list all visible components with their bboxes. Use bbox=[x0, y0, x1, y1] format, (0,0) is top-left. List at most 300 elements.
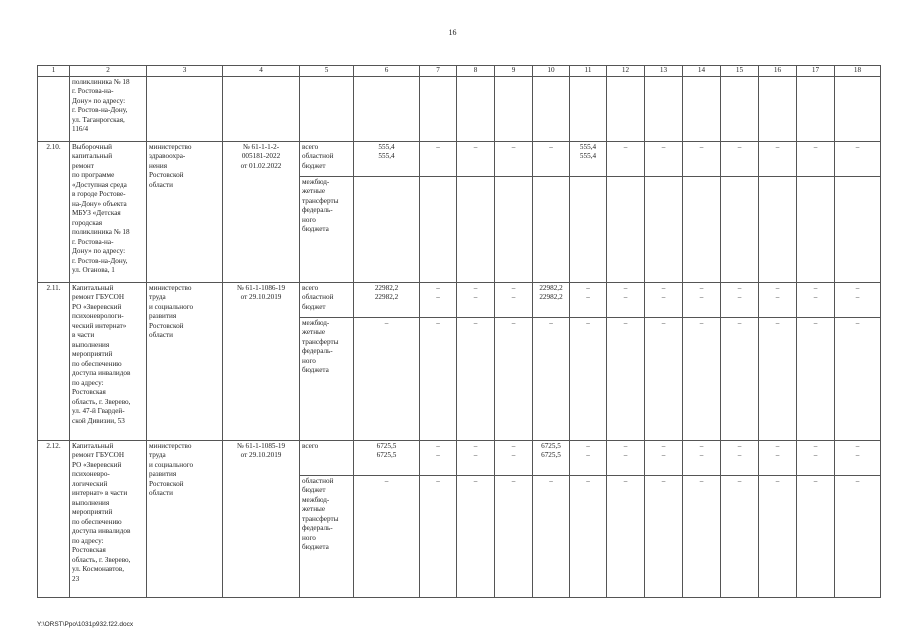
amount-value: – bbox=[586, 283, 590, 292]
table-cell bbox=[721, 76, 759, 141]
amount-cell bbox=[645, 176, 683, 282]
amount-cell bbox=[420, 176, 457, 282]
description-line: Ростовская bbox=[72, 388, 106, 396]
amount-cell bbox=[457, 141, 495, 176]
amount-value: – bbox=[586, 451, 590, 459]
document-number bbox=[223, 282, 300, 440]
amount-value: – bbox=[511, 441, 516, 450]
amount-value: – bbox=[699, 293, 704, 301]
amount-cell bbox=[683, 440, 721, 475]
amount-value: – bbox=[511, 283, 516, 292]
budget-line: ного bbox=[302, 356, 316, 365]
budget-line: межбюд- bbox=[302, 495, 330, 504]
description-line: 116/4 bbox=[72, 125, 89, 133]
amount-cell bbox=[457, 282, 495, 317]
amount-value bbox=[609, 152, 642, 162]
amount-cell bbox=[797, 475, 835, 597]
amount-value: – bbox=[436, 293, 440, 301]
amount-cell bbox=[835, 317, 881, 440]
amount-value: 6725,5 bbox=[376, 451, 397, 459]
ministry-line: развития bbox=[149, 312, 177, 320]
amount-value: – bbox=[775, 441, 780, 450]
table-cell bbox=[147, 76, 223, 141]
amount-cell bbox=[607, 176, 645, 282]
amount-value bbox=[535, 152, 567, 162]
amount-value: – bbox=[813, 142, 818, 151]
document-line: № 61-1-1085-19 bbox=[236, 441, 286, 450]
amount-value: – bbox=[623, 441, 628, 450]
amount-cell bbox=[570, 282, 607, 317]
amount-value: – bbox=[473, 142, 478, 151]
description-line: по программе bbox=[72, 171, 115, 179]
amount-value: – bbox=[661, 293, 666, 301]
budget-line: областной bbox=[302, 476, 334, 485]
amount-value: 6725,5 bbox=[541, 441, 561, 450]
amount-value: 22982,2 bbox=[374, 293, 399, 301]
description-line: Капитальный bbox=[72, 283, 114, 292]
amount-cell bbox=[683, 475, 721, 597]
amount-value: 6725,5 bbox=[541, 451, 561, 459]
table-cell bbox=[570, 76, 607, 141]
amount-value: 555,4 bbox=[579, 152, 597, 160]
amount-cell bbox=[570, 475, 607, 597]
column-number: 5 bbox=[300, 66, 354, 77]
amount-cell bbox=[797, 282, 835, 317]
description-line: по адресу: bbox=[72, 378, 104, 387]
budget-line: всего bbox=[302, 283, 319, 292]
amount-value: – bbox=[661, 476, 666, 485]
table-cell bbox=[835, 76, 881, 141]
document-line: № 61-1-1-2- bbox=[242, 142, 280, 151]
column-number: 10 bbox=[533, 66, 570, 77]
ministry-line: министерство bbox=[149, 441, 192, 450]
amount-value: – bbox=[775, 318, 780, 327]
amount-value bbox=[685, 152, 718, 162]
amount-value: – bbox=[737, 293, 742, 301]
amount-cell bbox=[721, 440, 759, 475]
amount-cell bbox=[533, 141, 570, 176]
budget-line: бюджет bbox=[302, 302, 326, 311]
document-number bbox=[223, 141, 300, 282]
amount-cell bbox=[645, 141, 683, 176]
amount-value: – bbox=[855, 476, 860, 485]
budget-line: межбюд- bbox=[302, 318, 330, 327]
amount-cell bbox=[645, 282, 683, 317]
amount-value: – bbox=[623, 451, 628, 459]
budget-line: межбюд- bbox=[302, 177, 330, 186]
amount-cell bbox=[354, 440, 420, 475]
description-line: МБУЗ «Детская bbox=[72, 209, 121, 217]
description-line: мероприятий bbox=[72, 350, 113, 358]
table-cell bbox=[420, 76, 457, 141]
description-line: «Доступная среда bbox=[72, 180, 127, 189]
amount-value: – bbox=[855, 441, 860, 450]
table-cell bbox=[645, 76, 683, 141]
object-description bbox=[70, 440, 147, 597]
amount-value: 22982,2 bbox=[539, 283, 563, 292]
amount-value bbox=[723, 152, 756, 162]
description-line: г. Ростова-на- bbox=[72, 237, 114, 246]
budget-line: федераль- bbox=[302, 524, 333, 532]
amount-value: – bbox=[737, 142, 742, 151]
amount-cell bbox=[495, 141, 533, 176]
amount-value: – bbox=[436, 476, 440, 485]
column-number: 3 bbox=[147, 66, 223, 77]
description-line: область, г. Зверево, bbox=[72, 555, 131, 564]
description-line: интернат» в части bbox=[72, 489, 128, 497]
amount-value bbox=[459, 152, 492, 162]
ministry-line: труда bbox=[149, 451, 166, 459]
description-line: капитальный bbox=[72, 152, 113, 160]
amount-cell bbox=[533, 282, 570, 317]
row-number: 2.12. bbox=[38, 440, 70, 597]
table-cell bbox=[354, 76, 420, 141]
description-line: психоневро- bbox=[72, 470, 110, 478]
amount-cell bbox=[420, 317, 457, 440]
description-line: по обеспечению bbox=[72, 517, 122, 526]
amount-cell bbox=[420, 475, 457, 597]
amount-cell bbox=[835, 141, 881, 176]
amount-cell bbox=[607, 282, 645, 317]
document-line: от 29.10.2019 bbox=[240, 293, 282, 301]
amount-value: – bbox=[661, 451, 666, 459]
table-cell bbox=[457, 76, 495, 141]
column-number: 14 bbox=[683, 66, 721, 77]
column-number: 16 bbox=[759, 66, 797, 77]
amount-cell bbox=[683, 317, 721, 440]
amount-value: – bbox=[549, 476, 553, 485]
amount-cell bbox=[607, 440, 645, 475]
budget-source-bottom bbox=[300, 317, 354, 440]
budget-line: трансферты bbox=[302, 514, 339, 523]
budget-line: всего bbox=[302, 142, 319, 151]
ministry-line: Ростовской bbox=[149, 479, 184, 488]
ministry-line: нения bbox=[149, 161, 168, 170]
amount-value: – bbox=[473, 476, 478, 485]
document-number bbox=[223, 440, 300, 597]
ministry-line: развития bbox=[149, 470, 177, 478]
amount-cell bbox=[420, 282, 457, 317]
object-description bbox=[70, 282, 147, 440]
ministry-line: области bbox=[149, 489, 174, 497]
description-line: г. Ростов-на-Дону, bbox=[72, 106, 128, 114]
amount-cell bbox=[835, 440, 881, 475]
amount-cell bbox=[533, 317, 570, 440]
description-line: поликлиника № 18 bbox=[72, 228, 130, 236]
description-line: психоневрологи- bbox=[72, 312, 124, 320]
column-number: 18 bbox=[835, 66, 881, 77]
description-line: выполнения bbox=[72, 498, 110, 507]
description-line: по адресу: bbox=[72, 536, 104, 545]
amount-value: – bbox=[473, 451, 478, 459]
amount-value: – bbox=[699, 476, 704, 485]
description-line: ул. Оганова, 1 bbox=[72, 266, 115, 274]
amount-value: – bbox=[511, 476, 516, 485]
description-line: ул. Космонавтов, bbox=[72, 565, 125, 573]
budget-source-top bbox=[300, 440, 354, 475]
description-line: Дону» по адресу: bbox=[72, 96, 126, 105]
description-line: доступа инвалидов bbox=[72, 527, 131, 535]
amount-value: 555,4 bbox=[378, 142, 395, 151]
table-cell bbox=[683, 76, 721, 141]
responsible-ministry bbox=[147, 440, 223, 597]
description-line: РО «Зверевский bbox=[72, 302, 122, 311]
amount-value: 22982,2 bbox=[539, 293, 563, 301]
ministry-line: и социального bbox=[149, 302, 194, 311]
header-row bbox=[38, 66, 881, 77]
ministry-line: министерство bbox=[149, 283, 192, 292]
budget-line: бюджета bbox=[302, 225, 329, 233]
amount-value: – bbox=[699, 451, 704, 459]
budget-line: трансферты bbox=[302, 337, 339, 346]
amount-cell bbox=[721, 141, 759, 176]
row-number: 2.10. bbox=[38, 141, 70, 282]
amount-value: – bbox=[661, 318, 666, 327]
amount-value: – bbox=[661, 283, 666, 292]
table-cell bbox=[70, 76, 147, 141]
table-cell bbox=[223, 76, 300, 141]
description-line: область, г. Зверево, bbox=[72, 397, 131, 406]
budget-line: областной bbox=[302, 152, 334, 160]
amount-cell bbox=[721, 176, 759, 282]
amount-cell bbox=[420, 141, 457, 176]
amount-cell bbox=[759, 282, 797, 317]
amount-value: – bbox=[813, 318, 818, 327]
amount-value: – bbox=[737, 441, 742, 450]
amount-cell bbox=[354, 176, 420, 282]
ministry-line: и социального bbox=[149, 460, 194, 469]
amount-value: – bbox=[384, 476, 389, 485]
amount-cell bbox=[495, 317, 533, 440]
budget-line: федераль- bbox=[302, 347, 333, 355]
description-line: Ростовская bbox=[72, 546, 106, 554]
amount-value: – bbox=[473, 318, 478, 327]
amount-value: – bbox=[549, 318, 553, 327]
amount-cell bbox=[457, 176, 495, 282]
amount-value: – bbox=[436, 142, 440, 151]
amount-cell bbox=[683, 176, 721, 282]
table-cell bbox=[759, 76, 797, 141]
column-number: 6 bbox=[354, 66, 420, 77]
column-number: 13 bbox=[645, 66, 683, 77]
table-cell bbox=[797, 76, 835, 141]
column-number: 15 bbox=[721, 66, 759, 77]
amount-value: – bbox=[661, 441, 666, 450]
amount-value: – bbox=[473, 441, 478, 450]
amount-value bbox=[799, 152, 832, 162]
amount-value: – bbox=[699, 283, 704, 292]
budget-line: жетные bbox=[302, 328, 326, 336]
amount-value bbox=[497, 152, 530, 162]
amount-value: – bbox=[549, 142, 553, 151]
budget-source-bottom bbox=[300, 176, 354, 282]
description-line: в части bbox=[72, 331, 95, 339]
description-line: поликлиника № 18 bbox=[72, 77, 130, 86]
amount-cell bbox=[759, 141, 797, 176]
amount-value: – bbox=[855, 451, 860, 459]
amount-value: – bbox=[699, 441, 704, 450]
budget-source-top bbox=[300, 141, 354, 176]
amount-value: – bbox=[586, 476, 590, 485]
table-row bbox=[38, 440, 881, 475]
column-number: 1 bbox=[38, 66, 70, 77]
amount-value: – bbox=[661, 142, 666, 151]
budget-line: всего bbox=[302, 441, 319, 450]
table-cell bbox=[300, 76, 354, 141]
description-line: Выборочный bbox=[72, 142, 113, 151]
document-line: № 61-1-1086-19 bbox=[236, 283, 286, 292]
description-line: ческий интернат» bbox=[72, 321, 127, 330]
amount-cell bbox=[759, 176, 797, 282]
document-line: 005181-2022 bbox=[241, 152, 281, 160]
budget-line: бюджета bbox=[302, 543, 329, 551]
amount-value: – bbox=[737, 451, 742, 459]
row-number: 2.11. bbox=[38, 282, 70, 440]
amount-cell bbox=[645, 317, 683, 440]
budget-line: жетные bbox=[302, 187, 326, 195]
amount-cell bbox=[457, 475, 495, 597]
amount-cell bbox=[570, 440, 607, 475]
amount-cell bbox=[835, 176, 881, 282]
amount-value: – bbox=[473, 283, 478, 292]
file-path: Y:\ORST\Ppo\1031p932.f22.docx bbox=[37, 621, 134, 628]
budget-source-bottom bbox=[300, 475, 354, 597]
amount-value: – bbox=[855, 283, 860, 292]
description-line: мероприятий bbox=[72, 508, 113, 516]
amount-value: – bbox=[511, 142, 516, 151]
amount-cell bbox=[759, 317, 797, 440]
amount-cell bbox=[797, 176, 835, 282]
ministry-line: здравоохра- bbox=[149, 152, 186, 160]
table-row bbox=[38, 141, 881, 176]
amount-value: – bbox=[623, 142, 628, 151]
amount-value bbox=[761, 152, 794, 162]
budget-line: бюджета bbox=[302, 366, 329, 374]
column-number: 17 bbox=[797, 66, 835, 77]
object-description bbox=[70, 141, 147, 282]
amount-value: – bbox=[436, 451, 440, 459]
description-line: ремонт ГБУСОН bbox=[72, 293, 125, 301]
amount-value: – bbox=[511, 318, 516, 327]
amount-cell bbox=[570, 141, 607, 176]
description-line: ремонт bbox=[72, 161, 94, 170]
amount-value: – bbox=[855, 318, 860, 327]
amount-value: – bbox=[699, 142, 704, 151]
amount-cell bbox=[457, 440, 495, 475]
amount-cell bbox=[645, 475, 683, 597]
amount-value: – bbox=[586, 318, 590, 327]
table-cell bbox=[533, 76, 570, 141]
budget-line: трансферты bbox=[302, 196, 339, 205]
amount-cell bbox=[495, 440, 533, 475]
amount-cell bbox=[495, 282, 533, 317]
amount-cell bbox=[797, 317, 835, 440]
amount-value: 555,4 bbox=[378, 152, 395, 160]
table-row bbox=[38, 282, 881, 317]
amount-cell bbox=[721, 317, 759, 440]
ministry-line: труда bbox=[149, 293, 166, 301]
document-line: от 01.02.2022 bbox=[240, 161, 282, 170]
description-line: в городе Ростове- bbox=[72, 190, 126, 198]
responsible-ministry bbox=[147, 141, 223, 282]
amount-cell bbox=[797, 440, 835, 475]
amount-value: – bbox=[586, 293, 590, 301]
amount-value: – bbox=[623, 318, 628, 327]
amount-value bbox=[422, 152, 454, 162]
description-line: РО «Зверевский bbox=[72, 460, 122, 469]
amount-cell bbox=[570, 176, 607, 282]
amount-value: – bbox=[473, 293, 478, 301]
ministry-line: Ростовской bbox=[149, 321, 184, 330]
amount-value: – bbox=[775, 283, 780, 292]
amount-value: – bbox=[737, 318, 742, 327]
amount-value: – bbox=[855, 142, 860, 151]
description-line: ской Дивизии, 53 bbox=[72, 416, 125, 425]
amount-cell bbox=[495, 176, 533, 282]
amount-cell bbox=[683, 282, 721, 317]
description-line: г. Ростова-на- bbox=[72, 87, 114, 95]
description-line: Капитальный bbox=[72, 441, 114, 450]
amount-cell bbox=[354, 282, 420, 317]
amount-cell bbox=[457, 317, 495, 440]
amount-value: – bbox=[855, 293, 860, 301]
amount-value: – bbox=[813, 293, 818, 301]
amount-cell bbox=[495, 475, 533, 597]
amount-value: 555,4 bbox=[579, 142, 597, 151]
amount-value: – bbox=[436, 441, 440, 450]
responsible-ministry bbox=[147, 282, 223, 440]
amount-value: – bbox=[699, 318, 704, 327]
page-number: 16 bbox=[448, 28, 457, 37]
amount-cell bbox=[607, 317, 645, 440]
description-line: по обеспечению bbox=[72, 359, 122, 368]
amount-value: – bbox=[623, 283, 628, 292]
amount-cell bbox=[645, 440, 683, 475]
amount-value: – bbox=[813, 476, 818, 485]
amount-cell bbox=[354, 475, 420, 597]
amount-cell bbox=[607, 475, 645, 597]
amount-value: 22982,2 bbox=[374, 283, 399, 292]
budget-line: бюджет bbox=[302, 161, 326, 170]
description-line: городская bbox=[72, 218, 103, 227]
budget-source-top bbox=[300, 282, 354, 317]
description-line: выполнения bbox=[72, 340, 110, 349]
amount-value: – bbox=[737, 283, 742, 292]
amount-value: – bbox=[384, 318, 389, 327]
column-number: 4 bbox=[223, 66, 300, 77]
amount-cell bbox=[354, 141, 420, 176]
budget-line: бюджет bbox=[302, 486, 326, 494]
amount-value bbox=[837, 152, 878, 162]
table-cell bbox=[495, 76, 533, 141]
description-line: г. Ростов-на-Дону, bbox=[72, 256, 128, 265]
column-number: 7 bbox=[420, 66, 457, 77]
budget-line: областной bbox=[302, 293, 334, 301]
program-table bbox=[37, 65, 881, 598]
amount-cell bbox=[835, 282, 881, 317]
amount-value: – bbox=[813, 451, 818, 459]
amount-value: – bbox=[586, 441, 590, 450]
description-line: логический bbox=[72, 479, 108, 488]
amount-cell bbox=[533, 475, 570, 597]
amount-value: 6725,5 bbox=[376, 441, 397, 450]
table-cell bbox=[38, 76, 70, 141]
description-line: Дону» по адресу: bbox=[72, 247, 126, 255]
amount-value: – bbox=[623, 293, 628, 301]
ministry-line: Ростовской bbox=[149, 171, 184, 179]
amount-value: – bbox=[775, 476, 780, 485]
amount-value: – bbox=[511, 451, 516, 459]
